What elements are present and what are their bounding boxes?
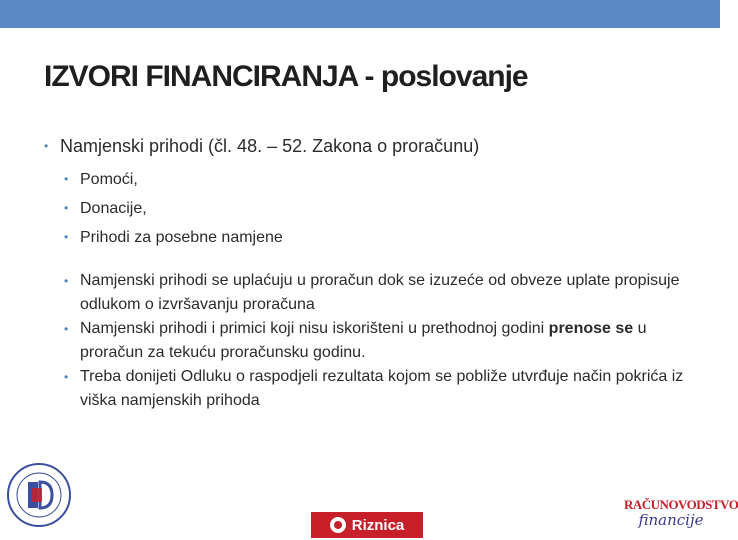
- sub-item: [44, 223, 684, 252]
- notes-list: [44, 269, 684, 413]
- note-item: [44, 317, 684, 365]
- sub-list: [44, 165, 684, 252]
- sub-item: [44, 165, 684, 194]
- bullet-icon: •: [64, 201, 69, 215]
- bullet-icon: •: [64, 172, 69, 186]
- note-text-end: u proračun za tekuću proračunsku godinu.: [80, 320, 647, 361]
- top-banner: [0, 0, 720, 28]
- note-item: [44, 365, 684, 413]
- bullet-icon: •: [64, 230, 69, 244]
- sub-item: [44, 194, 684, 223]
- riznica-logo-text: Riznica: [351, 516, 405, 534]
- racunovodstvo-logo-line2: financije: [638, 511, 704, 529]
- bullet-icon: •: [64, 322, 69, 336]
- main-bullet: [44, 133, 684, 159]
- main-bullet-text: Namjenski prihodi (čl. 48. – 52. Zakona o proračunu): [60, 136, 480, 156]
- note-text: Namjenski prihodi se uplaćuju u proračun dok se izuzeće od obveze uplate propisuje odlukom o izvršavanju proračuna: [80, 272, 680, 313]
- riznica-emblem-icon: [330, 517, 346, 533]
- sub-item-text: Pomoći,: [80, 171, 138, 188]
- sub-item-text: Prihodi za posebne namjene: [80, 229, 283, 246]
- note-emphasis: prenose se: [548, 320, 634, 337]
- sub-item-text: Donacije,: [80, 200, 147, 217]
- slide-content: [44, 133, 684, 413]
- bullet-icon: •: [64, 274, 69, 288]
- note-text: Namjenski prihodi i primici koji nisu iskorišteni u prethodnoj godini: [80, 320, 545, 337]
- bullet-icon: •: [64, 370, 69, 384]
- racunovodstvo-logo-line1: RAČUNOVODSTVO: [624, 497, 738, 512]
- riznica-logo: [311, 512, 423, 538]
- seal-logo: [6, 462, 72, 528]
- note-item: [44, 269, 684, 317]
- slide-title: IZVORI FINANCIRANJA - poslovanje: [44, 60, 528, 93]
- bullet-icon: •: [44, 139, 49, 153]
- note-text: Treba donijeti Odluku o raspodjeli rezultata kojom se pobliže utvrđuje način pokrića iz viška namjenskih prihoda: [80, 368, 684, 409]
- racunovodstvo-logo: [624, 497, 738, 539]
